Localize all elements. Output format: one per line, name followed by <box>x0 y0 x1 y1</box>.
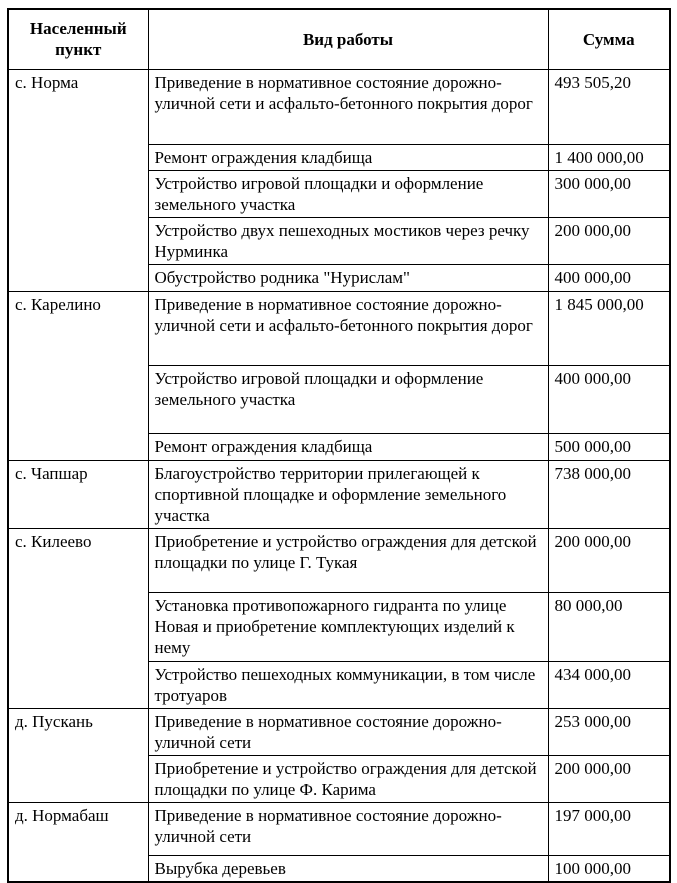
sum-cell: 300 000,00 <box>548 170 670 217</box>
sum-cell: 738 000,00 <box>548 460 670 528</box>
settlement-cell-kileevo: с. Килеево <box>8 528 148 708</box>
sum-cell: 253 000,00 <box>548 708 670 755</box>
table-row <box>8 291 670 365</box>
table-row <box>8 802 670 855</box>
settlement-cell-norma: с. Норма <box>8 69 148 291</box>
sum-cell: 1 845 000,00 <box>548 291 670 365</box>
sum-cell: 400 000,00 <box>548 365 670 433</box>
sum-cell: 100 000,00 <box>548 855 670 882</box>
sum-cell: 500 000,00 <box>548 433 670 460</box>
work-cell: Ремонт ограждения кладбища <box>148 433 548 460</box>
work-cell: Устройство двух пешеходных мостиков через речку Нурминка <box>148 217 548 264</box>
work-cell: Устройство пешеходных коммуникации, в том числе тротуаров <box>148 661 548 708</box>
table-row <box>8 708 670 755</box>
work-cell: Приобретение и устройство ограждения для детской площадки по улице Г. Тукая <box>148 528 548 592</box>
work-cell: Приведение в нормативное состояние дорожно-уличной сети <box>148 708 548 755</box>
sum-cell: 493 505,20 <box>548 69 670 144</box>
work-cell: Благоустройство территории прилегающей к спортивной площадке и оформление земельного участка <box>148 460 548 528</box>
sum-cell: 80 000,00 <box>548 592 670 661</box>
settlement-cell-chapshar: с. Чапшар <box>8 460 148 528</box>
work-cell: Вырубка деревьев <box>148 855 548 882</box>
sum-cell: 1 400 000,00 <box>548 144 670 170</box>
header-work-type: Вид работы <box>148 9 548 69</box>
settlement-cell-normabash: д. Нормабаш <box>8 802 148 882</box>
header-row <box>8 9 670 69</box>
sum-cell: 200 000,00 <box>548 528 670 592</box>
work-cell: Приведение в нормативное состояние дорожно-уличной сети и асфальто-бетонного покрытия дорог <box>148 69 548 144</box>
sum-cell: 200 000,00 <box>548 217 670 264</box>
work-cell: Ремонт ограждения кладбища <box>148 144 548 170</box>
sum-cell: 400 000,00 <box>548 264 670 291</box>
table-row <box>8 528 670 592</box>
works-table <box>7 8 671 883</box>
table-row <box>8 460 670 528</box>
sum-cell: 200 000,00 <box>548 755 670 802</box>
work-cell: Приобретение и устройство ограждения для детской площадки по улице Ф. Карима <box>148 755 548 802</box>
sum-cell: 434 000,00 <box>548 661 670 708</box>
work-cell: Обустройство родника "Нурислам" <box>148 264 548 291</box>
work-cell: Устройство игровой площадки и оформление земельного участка <box>148 365 548 433</box>
header-sum: Сумма <box>548 9 670 69</box>
work-cell: Приведение в нормативное состояние дорожно-уличной сети и асфальто-бетонного покрытия дорог <box>148 291 548 365</box>
settlement-cell-karelino: с. Карелино <box>8 291 148 460</box>
header-settlement: Населенный пункт <box>8 9 148 69</box>
work-cell: Установка противопожарного гидранта по улице Новая и приобретение комплектующих изделий к нему <box>148 592 548 661</box>
work-cell: Устройство игровой площадки и оформление земельного участка <box>148 170 548 217</box>
settlement-cell-puskan: д. Пускань <box>8 708 148 802</box>
sum-cell: 197 000,00 <box>548 802 670 855</box>
table-row <box>8 69 670 144</box>
work-cell: Приведение в нормативное состояние дорожно-уличной сети <box>148 802 548 855</box>
